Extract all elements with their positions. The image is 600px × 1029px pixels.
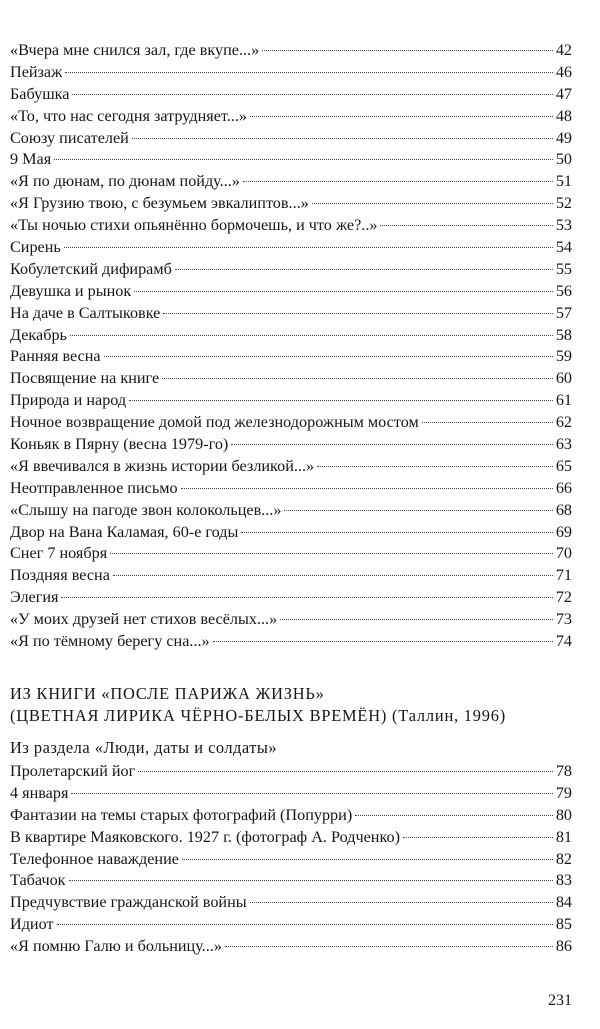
toc-entry <box>10 870 572 892</box>
dot-leader <box>243 181 553 182</box>
toc-entry-title: «У моих друзей нет стихов весёлых...» <box>10 610 278 629</box>
toc-entry-title: «Я по тёмному берегу сна...» <box>10 632 210 651</box>
dot-leader <box>175 269 553 270</box>
toc-entry <box>10 478 572 500</box>
dot-leader <box>54 159 553 160</box>
toc-entry-title: Пейзаж <box>10 62 63 81</box>
toc-entry-title: Предчувствие гражданской войны <box>10 893 247 912</box>
toc-entry-title: Декабрь <box>10 325 67 344</box>
toc-entry-title: 4 января <box>10 783 69 802</box>
toc-entry <box>10 193 572 215</box>
toc-entry-page: 84 <box>555 893 572 912</box>
toc-entry-title: Идиот <box>10 915 54 934</box>
toc-entry-page: 63 <box>555 435 572 454</box>
dot-leader <box>262 50 553 51</box>
toc-entry-page: 65 <box>555 456 572 475</box>
toc-entry-page: 82 <box>555 849 572 868</box>
toc-entry <box>10 40 572 62</box>
dot-leader <box>104 356 553 357</box>
toc-entry-title: Снег 7 ноября <box>10 544 108 563</box>
toc-entry-page: 61 <box>555 391 572 410</box>
page-number: 231 <box>548 992 572 1009</box>
contents-list <box>10 761 572 958</box>
toc-entry-page: 55 <box>555 259 572 278</box>
toc-entry-title: 9 Мая <box>10 150 52 169</box>
toc-entry-page: 80 <box>555 805 572 824</box>
toc-entry-page: 79 <box>555 783 572 802</box>
dot-leader <box>181 488 553 489</box>
toc-entry <box>10 346 572 368</box>
toc-entry-page: 69 <box>555 522 572 541</box>
toc-entry <box>10 456 572 478</box>
dot-leader <box>162 378 553 379</box>
dot-leader <box>355 815 553 816</box>
toc-entry <box>10 237 572 259</box>
toc-entry <box>10 281 572 303</box>
dot-leader <box>284 510 552 511</box>
toc-entry-page: 50 <box>555 150 572 169</box>
toc-entry <box>10 434 572 456</box>
toc-entry <box>10 849 572 871</box>
toc-entry-title: Девушка и рынок <box>10 281 132 300</box>
toc-entry-page: 74 <box>555 632 572 651</box>
dot-leader <box>129 400 553 401</box>
dot-leader <box>71 793 552 794</box>
dot-leader <box>241 532 552 533</box>
dot-leader <box>65 72 553 73</box>
toc-entry <box>10 412 572 434</box>
toc-entry-title: Телефонное наваждение <box>10 849 179 868</box>
dot-leader <box>250 902 553 903</box>
toc-entry-title: Поздняя весна <box>10 566 110 585</box>
toc-entry-page: 85 <box>555 915 572 934</box>
toc-entry-page: 73 <box>555 610 572 629</box>
toc-entry <box>10 259 572 281</box>
toc-entry <box>10 522 572 544</box>
dot-leader <box>380 225 552 226</box>
dot-leader <box>403 837 553 838</box>
toc-entry-page: 83 <box>555 871 572 890</box>
toc-entry-title: «Я ввечивался в жизнь истории безликой...» <box>10 456 315 475</box>
toc-entry-title: «Ты ночью стихи опьянённо бормочешь, и что же?..» <box>10 216 378 235</box>
toc-entry-page: 62 <box>555 413 572 432</box>
dot-leader <box>113 575 553 576</box>
toc-entry <box>10 761 572 783</box>
dot-leader <box>57 924 553 925</box>
toc-entry-title: Табачок <box>10 871 66 890</box>
toc-entry <box>10 390 572 412</box>
toc-entry-page: 42 <box>555 41 572 59</box>
dot-leader <box>134 291 553 292</box>
toc-entry-title: На даче в Салтыковке <box>10 303 161 322</box>
dot-leader <box>317 466 553 467</box>
toc-entry-title: В квартире Маяковского. 1927 г. (фотограф А. Родченко) <box>10 827 400 846</box>
dot-leader <box>312 203 553 204</box>
dot-leader <box>182 859 553 860</box>
toc-entry-page: 46 <box>555 62 572 81</box>
toc-entry-page: 78 <box>555 762 572 780</box>
toc-entry-title: Фантазии на темы старых фотографий (Попурри) <box>10 805 353 824</box>
toc-entry-title: Коньяк в Пярну (весна 1979-го) <box>10 435 229 454</box>
toc-entry <box>10 62 572 84</box>
dot-leader <box>61 597 552 598</box>
toc-entry-page: 68 <box>555 500 572 519</box>
toc-entry-title: Элегия <box>10 588 59 607</box>
dot-leader <box>422 422 553 423</box>
toc-entry <box>10 325 572 347</box>
toc-entry-title: Бабушка <box>10 84 70 103</box>
toc-entry <box>10 303 572 325</box>
dot-leader <box>69 880 553 881</box>
dot-leader <box>225 946 553 947</box>
toc-entry <box>10 84 572 106</box>
toc-entry-title: «Я по дюнам, по дюнам пойду...» <box>10 172 240 191</box>
toc-entry <box>10 827 572 849</box>
toc-entry <box>10 892 572 914</box>
dot-leader <box>70 335 553 336</box>
toc-entry <box>10 106 572 128</box>
toc-entry-page: 52 <box>555 194 572 213</box>
subsection-heading: Из раздела «Люди, даты и солдаты» <box>10 738 278 757</box>
toc-entry-page: 56 <box>555 281 572 300</box>
toc-entry-title: Кобулетский дифирамб <box>10 259 172 278</box>
toc-entry <box>10 543 572 565</box>
toc-entry <box>10 215 572 237</box>
toc-entry <box>10 587 572 609</box>
toc-entry <box>10 565 572 587</box>
toc-entry-page: 53 <box>555 216 572 235</box>
toc-entry-title: Неотправленное письмо <box>10 478 178 497</box>
toc-entry-title: Ночное возвращение домой под железнодорожным мостом <box>10 413 419 432</box>
toc-entry-title: «То, что нас сегодня затрудняет...» <box>10 106 247 125</box>
toc-entry-page: 58 <box>555 325 572 344</box>
toc-entry <box>10 783 572 805</box>
book-heading-subtitle: (ЦВЕТНАЯ ЛИРИКА ЧЁРНО-БЕЛЫХ ВРЕМЁН) (Таллин, 1996) <box>10 706 507 725</box>
toc-entry-title: Двор на Вана Каламая, 60-е годы <box>10 522 239 541</box>
toc-entry-title: «Слышу на пагоде звон колокольцев...» <box>10 500 282 519</box>
toc-entry <box>10 368 572 390</box>
dot-leader <box>280 619 553 620</box>
toc-entry <box>10 936 572 958</box>
dot-leader <box>64 247 553 248</box>
toc-entry <box>10 128 572 150</box>
toc-entry-page: 47 <box>555 84 572 103</box>
dot-leader <box>138 771 553 772</box>
toc-entry-page: 71 <box>555 566 572 585</box>
toc-entry-page: 49 <box>555 128 572 147</box>
dot-leader <box>110 553 553 554</box>
toc-entry-page: 66 <box>555 478 572 497</box>
toc-entry-page: 57 <box>555 303 572 322</box>
contents-list <box>10 40 572 653</box>
toc-entry-title: Посвящение на книге <box>10 369 160 388</box>
dot-leader <box>231 444 553 445</box>
toc-entry-page: 48 <box>555 106 572 125</box>
toc-entry-page: 60 <box>555 369 572 388</box>
toc-entry <box>10 171 572 193</box>
toc-entry-page: 51 <box>555 172 572 191</box>
toc-entry-title: Природа и народ <box>10 391 127 410</box>
dot-leader <box>72 94 552 95</box>
toc-entry <box>10 149 572 171</box>
book-heading: ИЗ КНИГИ «ПОСЛЕ ПАРИЖА ЖИЗНЬ» <box>10 684 325 703</box>
toc-entry-page: 81 <box>555 827 572 846</box>
toc-entry-page: 70 <box>555 544 572 563</box>
toc-entry <box>10 609 572 631</box>
dot-leader <box>163 313 552 314</box>
toc-entry-page: 72 <box>555 588 572 607</box>
toc-entry-title: «Я помню Галю и больницу...» <box>10 937 222 956</box>
toc-entry-title: Союзу писателей <box>10 128 129 147</box>
dot-leader <box>132 138 553 139</box>
toc-entry <box>10 631 572 653</box>
toc-entry-title: Пролетарский йог <box>10 762 136 780</box>
toc-entry-title: Ранняя весна <box>10 347 101 366</box>
toc-entry <box>10 500 572 522</box>
toc-entry-page: 59 <box>555 347 572 366</box>
toc-entry-page: 54 <box>555 238 572 257</box>
toc-entry-page: 86 <box>555 937 572 956</box>
dot-leader <box>250 116 553 117</box>
toc-entry <box>10 805 572 827</box>
toc-entry-title: «Вчера мне снился зал, где вкупе...» <box>10 41 260 59</box>
toc-entry <box>10 914 572 936</box>
toc-entry-title: Сирень <box>10 238 61 257</box>
dot-leader <box>213 641 553 642</box>
toc-entry-title: «Я Грузию твою, с безумьем эвкалиптов...» <box>10 194 309 213</box>
